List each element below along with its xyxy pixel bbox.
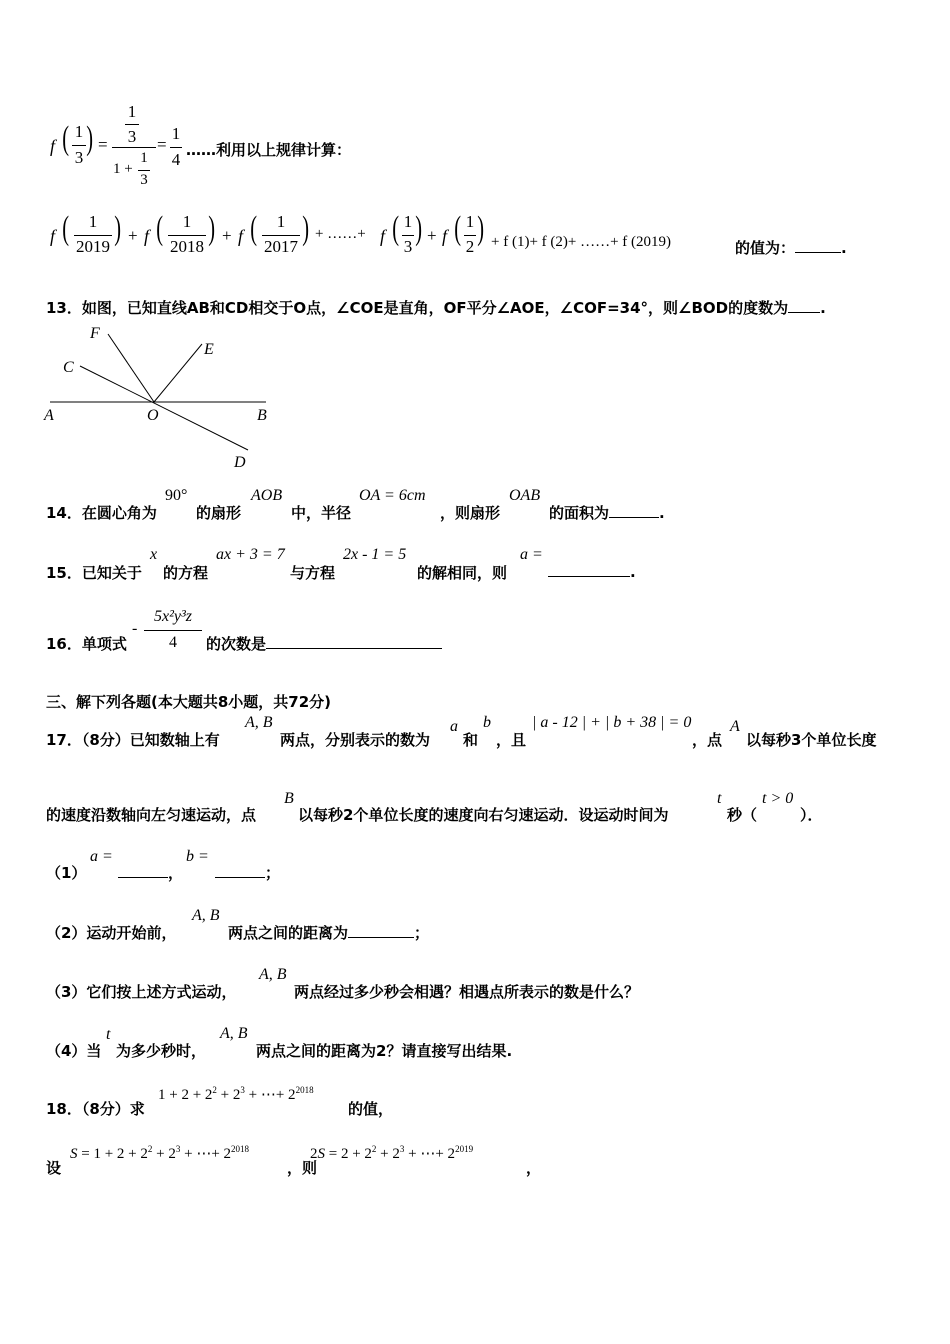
answer-blank-13[interactable] bbox=[788, 298, 820, 313]
main-frac-bar bbox=[112, 147, 156, 148]
paren-l-3: ( bbox=[250, 210, 258, 247]
q17-ab: A, B bbox=[245, 714, 273, 731]
q14-p4: ，则扇形 bbox=[440, 504, 501, 522]
q17-s1-a: a = bbox=[90, 848, 113, 865]
q17-tcond: t > 0 bbox=[762, 790, 794, 807]
line2-value-label: 的值为： bbox=[735, 239, 796, 257]
q17-s1-bblank-wrap bbox=[215, 862, 280, 883]
result-den: 4 bbox=[171, 150, 181, 169]
q17-l2-p1: 的速度沿数轴向左匀速运动，点 bbox=[46, 806, 257, 824]
q14-p5-wrap bbox=[549, 502, 665, 523]
q17-s2-end: ； bbox=[414, 924, 430, 942]
paren-left: ( bbox=[62, 120, 70, 157]
q15-p3: 与方程 bbox=[290, 564, 336, 582]
f4-bar bbox=[402, 235, 414, 236]
q15-p4: 的解相同，则 bbox=[417, 564, 508, 582]
q14-p1: 14．在圆心角为 bbox=[46, 504, 157, 522]
f5-bar bbox=[464, 235, 476, 236]
q15-eq1: ax + 3 = 7 bbox=[216, 546, 285, 563]
q15-p2: 的方程 bbox=[163, 564, 209, 582]
q14-oab: OAB bbox=[509, 487, 541, 504]
inner-plus: 1 + bbox=[113, 161, 133, 177]
paren-l-4: ( bbox=[392, 210, 400, 247]
func-f-2: f bbox=[144, 226, 150, 246]
q17-eq: | a - 12 | + | b + 38 | = 0 bbox=[532, 714, 692, 731]
paren-r-3: ) bbox=[302, 210, 310, 247]
q17-p5: ，点 bbox=[692, 731, 723, 749]
q17-s1-comma: ， bbox=[168, 864, 184, 882]
frac-bar bbox=[72, 145, 86, 146]
f2-num: 1 bbox=[182, 212, 192, 231]
nested-bar-top bbox=[125, 124, 139, 125]
q16-num: 5x²y³z bbox=[153, 608, 193, 625]
q18-l2-p2: ，则 bbox=[287, 1159, 318, 1177]
f2-den: 2018 bbox=[170, 237, 204, 256]
answer-blank-15[interactable] bbox=[548, 562, 630, 577]
label-a: A bbox=[44, 407, 54, 424]
ray-oe bbox=[154, 344, 202, 402]
func-f-3: f bbox=[238, 226, 244, 246]
func-f-5: f bbox=[442, 226, 448, 246]
q17-p2: 两点，分别表示的数为 bbox=[280, 731, 431, 749]
q17-p3: 和 bbox=[463, 731, 479, 749]
q17-s4-t: t bbox=[106, 1026, 111, 1043]
q15-blank-wrap bbox=[548, 562, 636, 581]
q17-s4-p2: 为多少秒时， bbox=[116, 1042, 207, 1060]
equals-sign-2: = bbox=[157, 135, 167, 154]
paren-l-5: ( bbox=[454, 210, 462, 247]
q14-p5: 的面积为 bbox=[549, 504, 610, 522]
q17-p1: 17．（8分）已知数轴上有 bbox=[46, 731, 220, 749]
q16-p2-wrap bbox=[206, 633, 442, 654]
plus-1: + bbox=[128, 226, 138, 245]
answer-blank-12[interactable] bbox=[795, 238, 841, 253]
q18-sum: $1 + 2 + 2^2 + 2^3$ + ⋯+ $2^{2018}$ bbox=[158, 1085, 314, 1103]
q17-t: t bbox=[717, 790, 722, 807]
func-f-1: f bbox=[50, 226, 56, 246]
q14-end: . bbox=[659, 504, 665, 522]
result-num: 1 bbox=[171, 124, 181, 143]
q17-l2-p2: 以每秒2个单位长度的速度向右匀速运动．设运动时间为 bbox=[298, 806, 669, 824]
q17-s2-p2-wrap bbox=[228, 922, 429, 943]
q17-B: B bbox=[284, 790, 294, 807]
f1-den: 2019 bbox=[76, 237, 110, 256]
q18-p1: 18．（8分）求 bbox=[46, 1100, 145, 1118]
paren-r-2: ) bbox=[208, 210, 216, 247]
q17-s3-p2: 两点经过多少秒会相遇？相遇点所表示的数是什么？ bbox=[294, 983, 640, 1001]
q15-x: x bbox=[150, 546, 158, 563]
q14-p3: 中，半径 bbox=[291, 504, 352, 522]
answer-blank-17-b[interactable] bbox=[215, 863, 265, 878]
q17-s2-p1: （2）运动开始前， bbox=[46, 924, 177, 942]
f1-bar bbox=[74, 235, 112, 236]
inner-den2: 3 bbox=[140, 172, 148, 188]
q16-bar bbox=[144, 630, 202, 631]
result-bar bbox=[170, 147, 182, 148]
line-cd bbox=[80, 366, 248, 450]
q14-angle: 90° bbox=[165, 487, 188, 504]
label-d: D bbox=[234, 454, 246, 471]
q17-s3-p1: （3）它们按上述方式运动， bbox=[46, 983, 237, 1001]
q17-s3-ab: A, B bbox=[259, 966, 287, 983]
plus-4: + bbox=[427, 226, 437, 245]
q18-l2-end: ， bbox=[526, 1159, 542, 1177]
frac-num: 1 bbox=[74, 122, 84, 141]
q13-text bbox=[46, 297, 826, 318]
line2-text bbox=[735, 237, 847, 258]
nested-num: 1 bbox=[127, 102, 137, 121]
q16-p1: 16．单项式 bbox=[46, 635, 127, 653]
q17-l2-p4: ）． bbox=[800, 806, 823, 824]
q17-p4: ，且 bbox=[496, 731, 527, 749]
func-f: f bbox=[50, 136, 56, 156]
q17-a: a bbox=[450, 718, 458, 735]
f3-num: 1 bbox=[276, 212, 286, 231]
paren-right: ) bbox=[86, 120, 94, 157]
plus-2: + bbox=[222, 226, 232, 245]
dots-plus: + ……+ bbox=[315, 226, 366, 242]
paren-r-5: ) bbox=[477, 210, 485, 247]
q17-A: A bbox=[730, 718, 740, 735]
label-o: O bbox=[147, 407, 159, 424]
f4-num: 1 bbox=[403, 212, 413, 231]
paren-l-2: ( bbox=[156, 210, 164, 247]
f3-bar bbox=[262, 235, 300, 236]
frac-den: 3 bbox=[74, 148, 84, 167]
q18-l2-p1: 设 bbox=[46, 1159, 62, 1177]
answer-blank-17-2[interactable] bbox=[348, 923, 414, 938]
q16-p2: 的次数是 bbox=[206, 635, 267, 653]
f5-num: 1 bbox=[465, 212, 475, 231]
inner-num2: 1 bbox=[140, 150, 148, 166]
q17-s2-ab: A, B bbox=[192, 907, 220, 924]
q17-b: b bbox=[483, 714, 491, 731]
f1-num: 1 bbox=[88, 212, 98, 231]
q16-den: 4 bbox=[169, 634, 177, 651]
section3-heading: 三、解下列各题(本大题共8小题，共72分) bbox=[46, 693, 332, 711]
nested-den: 3 bbox=[127, 127, 137, 146]
q14-p2: 的扇形 bbox=[196, 504, 242, 522]
q17-l2-p3: 秒（ bbox=[727, 806, 758, 824]
q15-p1: 15．已知关于 bbox=[46, 564, 142, 582]
q14-oa: OA = 6cm bbox=[359, 487, 426, 504]
q17-p6: 以每秒3个单位长度 bbox=[746, 731, 877, 749]
q15-end: . bbox=[630, 563, 636, 581]
q17-s2-p2: 两点之间的距离为 bbox=[228, 924, 349, 942]
line2-tail: + f (1)+ f (2)+ ……+ f (2019) bbox=[491, 234, 672, 250]
q17-s1-b: b = bbox=[186, 848, 209, 865]
q16-minus: - bbox=[132, 620, 138, 637]
q18-p2: 的值， bbox=[348, 1100, 394, 1118]
q18-2s-def: $2S = 2 + 2^2 + 2^3$ + ⋯+ $2^{2019}$ bbox=[310, 1144, 474, 1162]
f3-den: 2017 bbox=[264, 237, 298, 256]
label-f: F bbox=[90, 325, 100, 342]
f5-den: 2 bbox=[465, 237, 475, 256]
q17-s1-end: ； bbox=[265, 864, 281, 882]
paren-r-1: ) bbox=[114, 210, 122, 247]
equals-sign: = bbox=[98, 135, 108, 154]
q18-s-def: $S = 1 + 2 + 2^2 + 2^3$ + ⋯+ $2^{2018}$ bbox=[70, 1144, 250, 1162]
f2-bar bbox=[168, 235, 206, 236]
label-c: C bbox=[63, 359, 74, 376]
func-f-4: f bbox=[380, 226, 386, 246]
q13-question: 13．如图，已知直线AB和CD相交于O点，∠COE是直角，OF平分∠AOE，∠COF=34°，则∠BOD的度数为 bbox=[46, 299, 789, 317]
paren-l-1: ( bbox=[62, 210, 70, 247]
q17-s4-ab: A, B bbox=[220, 1025, 248, 1042]
answer-blank-16[interactable] bbox=[266, 634, 442, 649]
q15-eq2: 2x - 1 = 5 bbox=[343, 546, 407, 563]
paren-r-4: ) bbox=[415, 210, 423, 247]
line2-end: . bbox=[841, 239, 847, 257]
q14-aob: AOB bbox=[251, 487, 283, 504]
q17-s1-ablank-wrap bbox=[118, 862, 183, 883]
q13-diagram bbox=[40, 320, 280, 475]
answer-blank-17-a[interactable] bbox=[118, 863, 168, 878]
line1-text: ……利用以上规律计算： bbox=[186, 141, 352, 159]
q15-a: a = bbox=[520, 546, 543, 563]
label-b: B bbox=[257, 407, 267, 424]
q17-s4-p1: （4）当 bbox=[46, 1042, 102, 1060]
inner-bar2 bbox=[138, 170, 150, 171]
answer-blank-14[interactable] bbox=[609, 503, 659, 518]
q13-end: . bbox=[820, 299, 826, 317]
label-e: E bbox=[204, 341, 214, 358]
f4-den: 3 bbox=[403, 237, 413, 256]
q17-s1-label: （1） bbox=[46, 864, 87, 882]
q17-s4-p3: 两点之间的距离为2？请直接写出结果. bbox=[256, 1042, 513, 1060]
